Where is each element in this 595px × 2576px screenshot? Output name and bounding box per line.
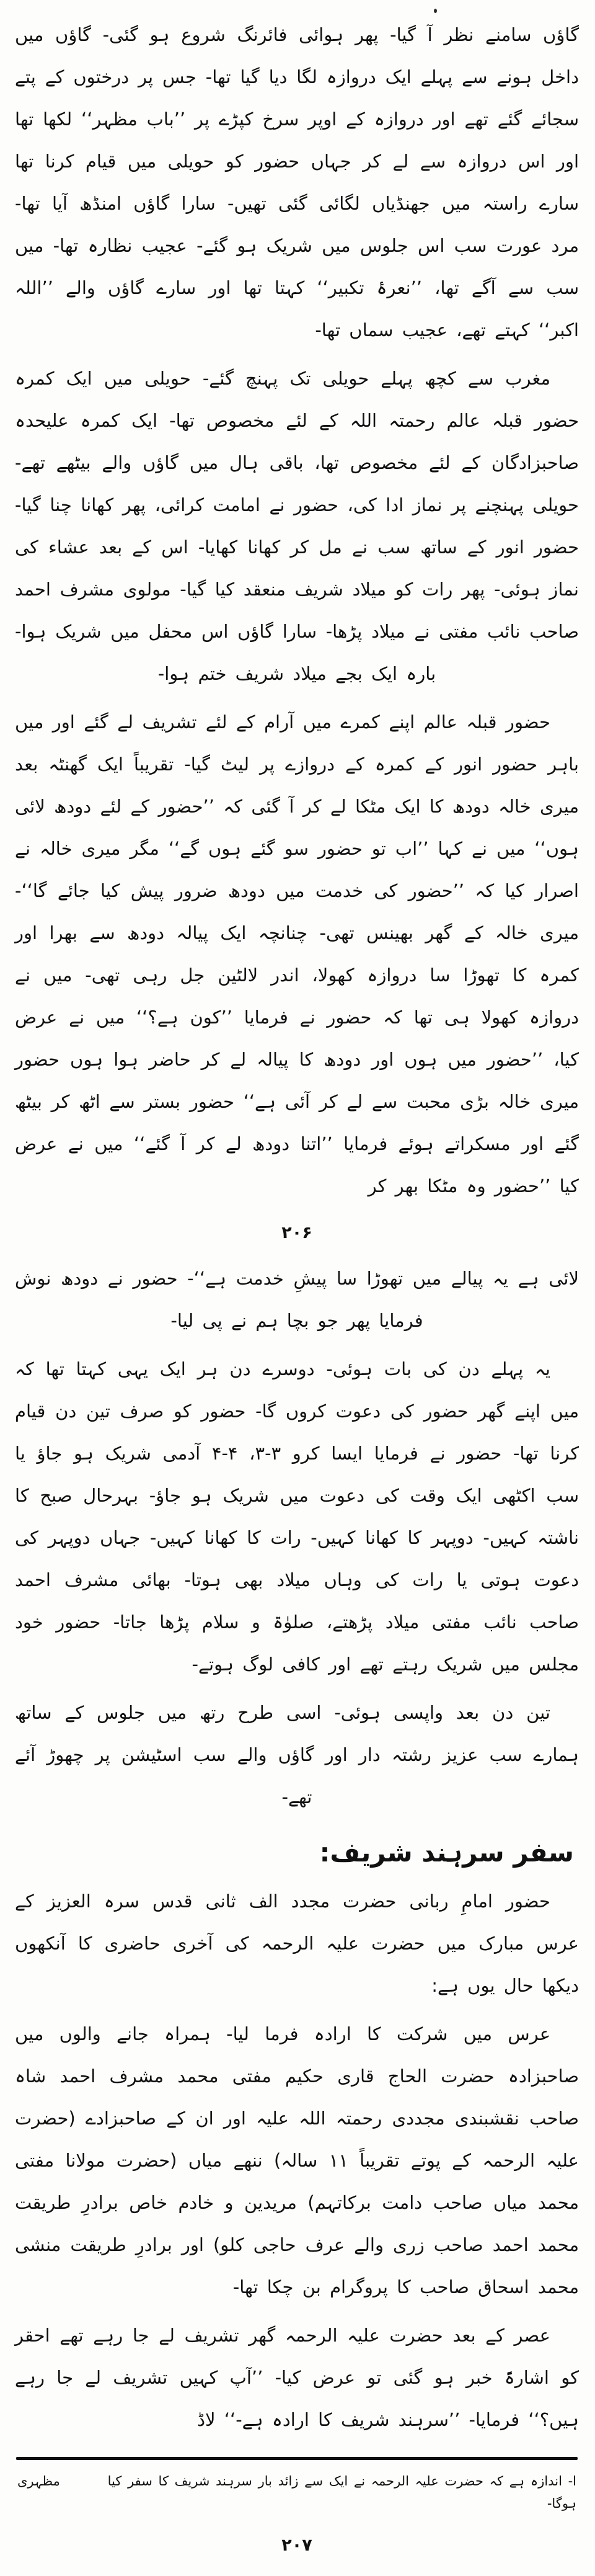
paragraph-village-arrival: گاؤں سامنے نظر آ گیا- پھر ہوائی فائرنگ شروع ہو گئی- گاؤں میں داخل ہونے سے پہلے ایک دروازہ لگا دیا گیا تھا- جس پر درختوں کے پتے سجائے گئے تھے اور دروازہ کے اوپر سرخ کپڑے پر ’’باب مظہر‘‘ لکھا تھا اور اس دروازہ سے لے کر جہاں حضور کو حویلی میں قیام کرنا تھا سارے راستہ میں جھنڈیاں لگائی گئی تھیں- سارا گاؤں امنڈھ آیا تھا- مرد عورت سب اس جلوس میں شریک ہو گئے- عجیب نظارہ تھا- میں سب سے آگے تھا، ’’نعرۂ تکبیر‘‘ کہتا تھا اور سارے گاؤں والے ’’اللہ اکبر‘‘ کہتے تھے، عجیب سماں تھا- [15,24,579,341]
paragraph-milk-offering: حضور قبلہ عالم اپنے کمرے میں آرام کے لئے تشریف لے گئے اور میں باہر حضور انور کے کمرہ کے دروازے پر لیٹ گیا- تقریباً ایک گھنٹہ بعد میری خالہ دودھ کا ایک مٹکا لے کر آ گئی کہ ’’حضور کے لئے دودھ لائی ہوں‘‘ میں نے کہا ’’اب تو حضور سو گئے ہوں گے‘‘ مگر میری خالہ نے اصرار کیا کہ ’’حضور کی خدمت میں دودھ ضرور پیش کیا جائے گا‘‘- میری خالہ کے گھر بھینس تھی- چنانچہ ایک پیالہ دودھ سے بھرا اور کمرہ کا تھوڑا سا دروازہ کھولا، اندر لالٹین جل رہی تھی- میں نے دروازہ کھولا ہی تھا کہ حضور نے فرمایا ’’کون ہے؟‘‘ میں نے عرض کیا، ’’حضور میں ہوں اور دودھ کا پیالہ لے کر حاضر ہوا ہوں حضور میری خالہ بڑی محبت سے لے کر آئی ہے‘‘ حضور بستر سے اٹھ کر بیٹھ گئے اور مسکراتے ہوئے فرمایا ’’اتنا دودھ لے کر آ گئے‘‘ میں نے عرض کیا ’’حضور وہ مٹکا بھر کر [15,711,579,1197]
footnote [15,2470,579,2515]
paragraph-milk-continued: لائی ہے یہ پیالے میں تھوڑا سا پیشِ خدمت ہے‘‘- حضور نے دودھ نوش فرمایا پھر جو بچا ہم نے پی لیا- [15,1268,579,1331]
paragraph-travel-companions: عرس میں شرکت کا ارادہ فرما لیا- ہمراہ جانے والوں میں صاحبزادہ حضرت الحاج قاری حکیم مفتی محمد مشرف احمد شاہ صاحب نقشبندی مجددی رحمتہ اللہ علیہ اور ان کے صاحبزادے (حضرت علیہ الرحمہ کے پوتے تقریباً ۱۱ سالہ) ننھے میاں (حضرت مولانا مفتی محمد میاں صاحب دامت برکاتہم) مریدین و خادم خاص برادرِ طریقت محمد احمد صاحب زری والے عرف حاجی کلو) اور برادرِ طریقت منشی محمد اسحاق صاحب کا پروگرام بن چکا تھا- [15,2023,579,2297]
section-heading-safar-sirhind: سفر سرہند شریف: [319,1837,574,1868]
scan-speck [434,9,437,13]
paragraph-daily-invitations: یہ پہلے دن کی بات ہوئی- دوسرے دن ہر ایک یہی کہتا تھا کہ میں اپنے گھر حضور کی دعوت کروں گا- حضور کو صرف تین دن قیام کرنا تھا- حضور نے فرمایا ایسا کرو ۳-۳، ۴-۴ آدمی شریک ہو جاؤ یا سب اکٹھی ایک وقت کی دعوت میں شریک ہو جاؤ- بہرحال صبح کا ناشتہ کہیں- دوپہر کا کھانا کہیں- رات کا کھانا کہیں- جہاں دوپہر کی دعوت ہوتی یا رات کی وہاں میلاد بھی ہوتا- بھائی مشرف احمد صاحب نائب مفتی میلاد پڑھتے، صلوٰۃ و سلام پڑھا جاتا- حضور خود مجلس میں شریک رہتے تھے اور کافی لوگ ہوتے- [15,1358,580,1675]
paragraph-urs-introduction: حضور امامِ ربانی حضرت مجدد الف ثانی قدس سرہ العزیز کے عرس مبارک میں حضرت علیہ الرحمہ کی آخری حاضری کا آنکھوں دیکھا حال یوں ہے: [15,1891,579,1996]
footnote-divider-rule [16,2457,578,2460]
paragraph-return-journey: تین دن بعد واپسی ہوئی- اسی طرح رتھ میں جلوس کے ساتھ ہمارے سب عزیز رشتہ دار اور گاؤں والے سب اسٹیشن پر چھوڑ آئے تھے- [15,1702,579,1807]
paragraph-haveli-milad: مغرب سے کچھ پہلے حویلی تک پہنچ گئے- حویلی میں ایک کمرہ حضور قبلہ عالم رحمتہ اللہ کے لئے مخصوص تھا- ایک کمرہ علیحدہ صاحبزادگان کے لئے مخصوص تھا، باقی ہال میں گاؤں والے بیٹھے تھے- حویلی پہنچنے پر نماز ادا کی، حضور نے امامت کرائی، پھر کھانا چنا گیا- حضور انور کے ساتھ سب نے مل کر کھانا کھایا- اس کے بعد عشاء کی نماز ہوئی- پھر رات کو میلاد شریف منعقد کیا گیا- مولوی مشرف احمد صاحب نائب مفتی نے میلاد پڑھا- سارا گاؤں اس محفل میں شریک ہوا- بارہ ایک بجے میلاد شریف ختم ہوا- [15,368,579,684]
page-number-206: ۲۰۶ [281,1223,312,1242]
footnote-attribution: مظہری [17,2474,60,2489]
page-number-207: ۲۰۷ [281,2536,312,2555]
paragraph-asr-departure: عصر کے بعد حضرت علیہ الرحمہ گھر تشریف لے جا رہے تھے احقر کو اشارۃً خبر ہو گئی تو عرض کیا- ’’آپ کہیں تشریف لے جا رہے ہیں؟‘‘ فرمایا- ’’سرہند شریف کا ارادہ ہے-‘‘ لاڈ [15,2325,579,2430]
footnote-text: ا- اندازہ ہے کہ حضرت علیہ الرحمہ نے ایک سے زائد بار سرہند شریف کا سفر کیا ہوگا- [107,2474,576,2511]
